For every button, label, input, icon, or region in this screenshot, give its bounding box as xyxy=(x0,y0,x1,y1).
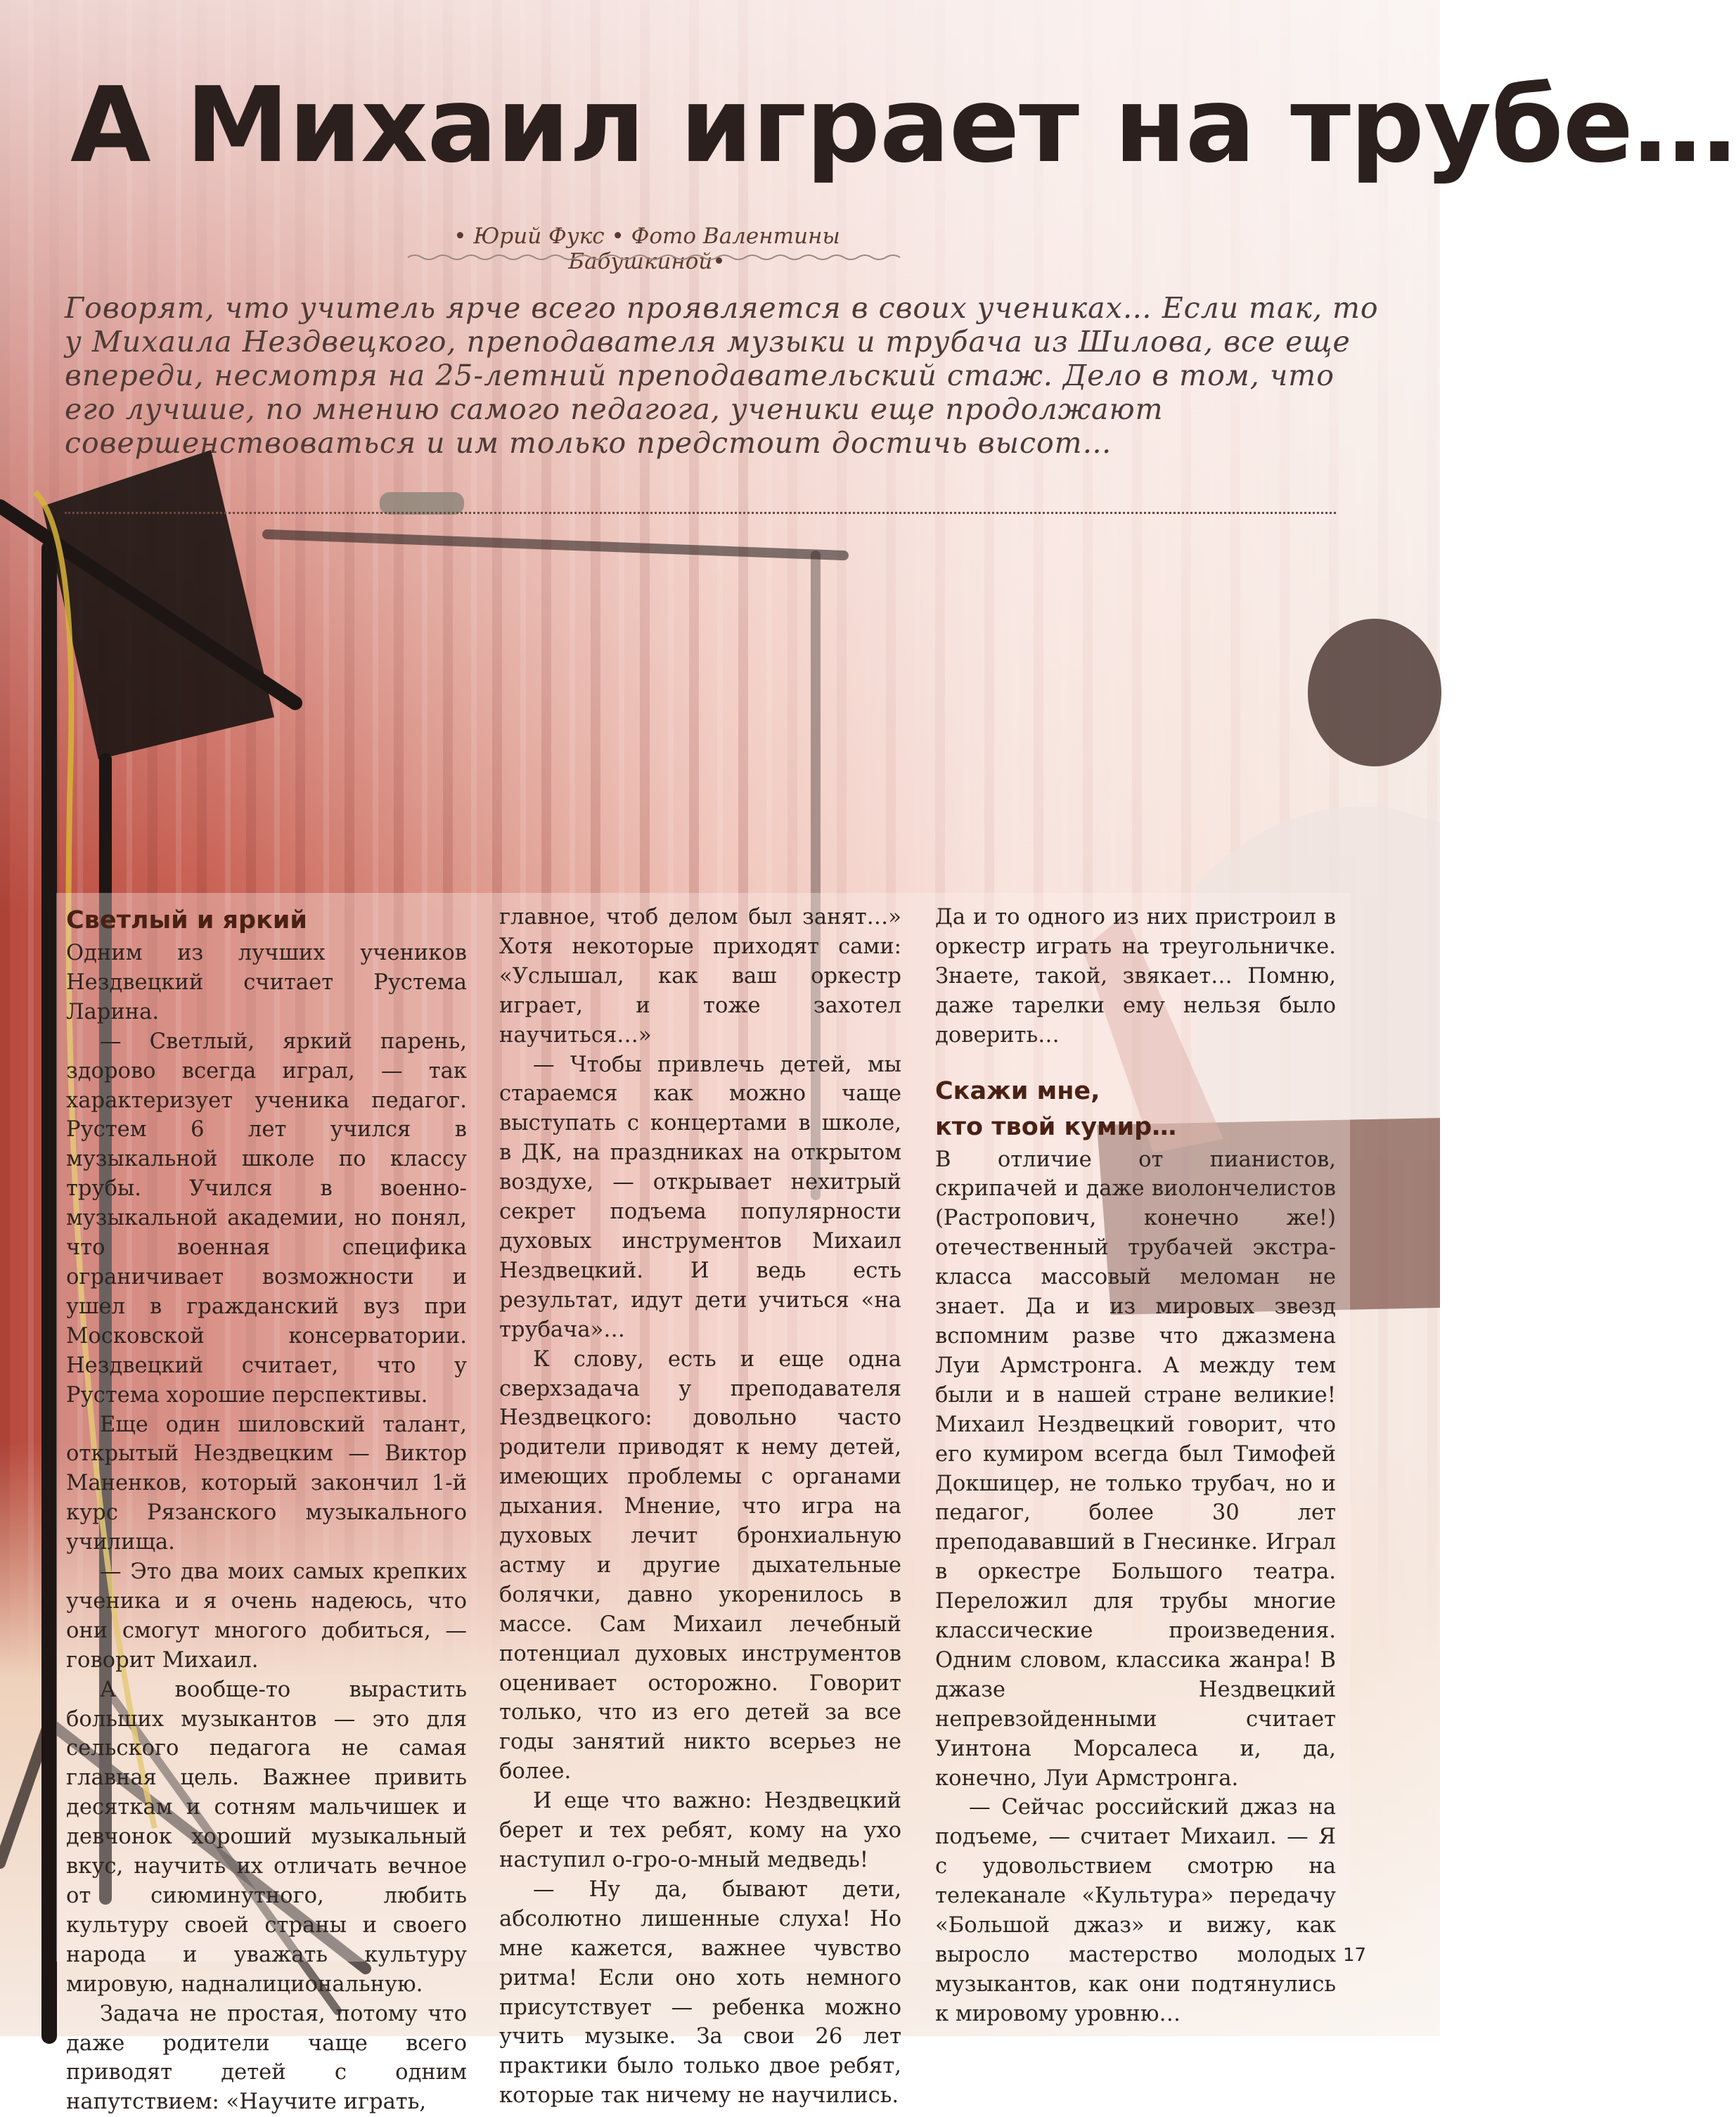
body-paragraph: Еще один шиловский талант, открытый Нездвецким — Виктор Маненков, который закончил 1-й курс Рязанского музыкального училища. xyxy=(66,1412,467,1555)
article-title: А Михаил играет на трубе… xyxy=(70,65,1736,186)
body-paragraph: В отличие от пианистов, скрипачей и даже виолончелистов (Растропович, конечно же!) отечественный трубачей экстра-класса массовый меломан не знает. Да и из мировых звезд вспомним разве что джазмена Луи Армстронга. А между тем были и в нашей стране великие! Михаил Нездвецкий говорит, что его кумиром всегда был Тимофей Докшицер, не только трубач, но и педагог, более 30 лет преподававший в Гнесинке. Играл в оркестре Большого театра. Переложил для трубы многие классические произведения. Одним словом, классика жанра! В джазе Нездвецкий непревзойденными считает Уинтона Морсалеса и, да, конечно, Луи Армстронга. xyxy=(935,1147,1336,1791)
body-paragraph: А вообще-то вырастить больших музыкантов — это для сельского педагога не самая главная цель. Важнее привить десяткам и сотням мальчишек и девчонок хороший музыкальный вкус, научить их отличать вечное от сиюминутного, любить культуру своей страны и своего народа и уважать культуру мировую, надналициональную. xyxy=(66,1677,467,1997)
body-paragraph: — Это два моих самых крепких ученика и я очень надеюсь, что они смогут многого добиться, — говорит Михаил. xyxy=(66,1559,467,1673)
body-paragraph: Задача не простая, потому что даже родители чаще всего приводят детей с одним напутствием: «Научите играть, xyxy=(66,2001,467,2115)
page-number: 17 xyxy=(1343,1945,1367,1966)
text-column-2 xyxy=(499,903,901,2109)
body-paragraph: — Чтобы привлечь детей, мы стараемся как можно чаще выступать с концертами в школе, в ДК, на праздниках на открытом воздухе, — открывает нехитрый секрет подъема популярности духовых инструментов Михаил Нездвецкий. И ведь есть результат, идут дети учиться «на трубача»… xyxy=(499,1052,901,1342)
body-paragraph: — Ну да, бывают дети, абсолютно лишенные слуха! Но мне кажется, важнее чувство ритма! Если оно хоть немного присутствует — ребенка можно учить музыке. За свои 26 лет практики было только двое ребят, которые так ничему не научились. xyxy=(499,1877,901,2109)
text-column-3 xyxy=(935,903,1336,2026)
byline-wave-underline xyxy=(408,253,900,262)
body-paragraph: К слову, есть и еще одна сверхзадача у преподавателя Нездвецкого: довольно часто родители приводят к нему детей, имеющих проблемы с органами дыхания. Мнение, что игра на духовых лечит бронхиальную астму и другие дыхательные болячки, давно укоренилось в массе. Сам Михаил лечебный потенциал духовых инструментов оценивает осторожно. Говорит только, что из его детей за все годы занятий никто всерьез не более. xyxy=(499,1346,901,1784)
body-paragraph: главное, чтоб делом был занят…» Хотя некоторые приходят сами: «Услышал, как ваш оркестр играет, и тоже захотел научиться…» xyxy=(499,905,901,1048)
dotted-divider xyxy=(65,512,1336,514)
body-paragraph: Да и то одного из них пристроил в оркестр играть на треугольничке. Знаете, такой, звякает… Помню, даже тарелки ему нельзя было доверить… xyxy=(935,905,1336,1048)
body-paragraph: И еще что важно: Нездвецкий берет и тех ребят, кому на ухо наступил о-гро-о-мный медведь! xyxy=(499,1789,901,1872)
text-column-1 xyxy=(66,903,467,2115)
section-heading-svetly: Светлый и яркий xyxy=(66,906,307,934)
section-heading-kumir xyxy=(935,1074,1336,1145)
lead-paragraph: Говорят, что учитель ярче всего проявляется в своих учениках… Если так, то у Михаила Нездвецкого, преподавателя музыки и трубача из Шилова, все еще впереди, несмотря на 25-летний преподавательский стаж. Дело в том, что его лучшие, по мнению самого педагога, ученики еще продолжают совершенствоваться и им только предстоит достичь высот… xyxy=(65,291,1379,460)
body-paragraph: — Светлый, яркий парень, здорово всегда играл, — так характеризует ученика педагог. Рустем 6 лет учился в музыкальной школе по классу трубы. Учился в военно-музыкальной академии, но понял, что военная специфика ограничивает возможности и ушел в гражданский вуз при Московской консерватории. Нездвецкий считает, что у Рустема хорошие перспективы. xyxy=(66,1029,467,1408)
section-heading-kumir-line1: Скажи мне, xyxy=(935,1076,1100,1105)
body-paragraph: — Сейчас российский джаз на подъеме, — считает Михаил. — Я с удовольствием смотрю на телеканале «Культура» передачу «Большой джаз» и вижу, как выросло мастерство молодых музыкантов, как они подтянулись к мировому уровню… xyxy=(935,1795,1336,2026)
byline: • Юрий Фукс • Фото Валентины Бабушкиной• xyxy=(454,224,840,274)
section-heading-kumir-line2: кто твой кумир… xyxy=(935,1112,1177,1141)
body-paragraph: Одним из лучших учеников Нездвецкий считает Рустема Ларина. xyxy=(66,941,467,1024)
